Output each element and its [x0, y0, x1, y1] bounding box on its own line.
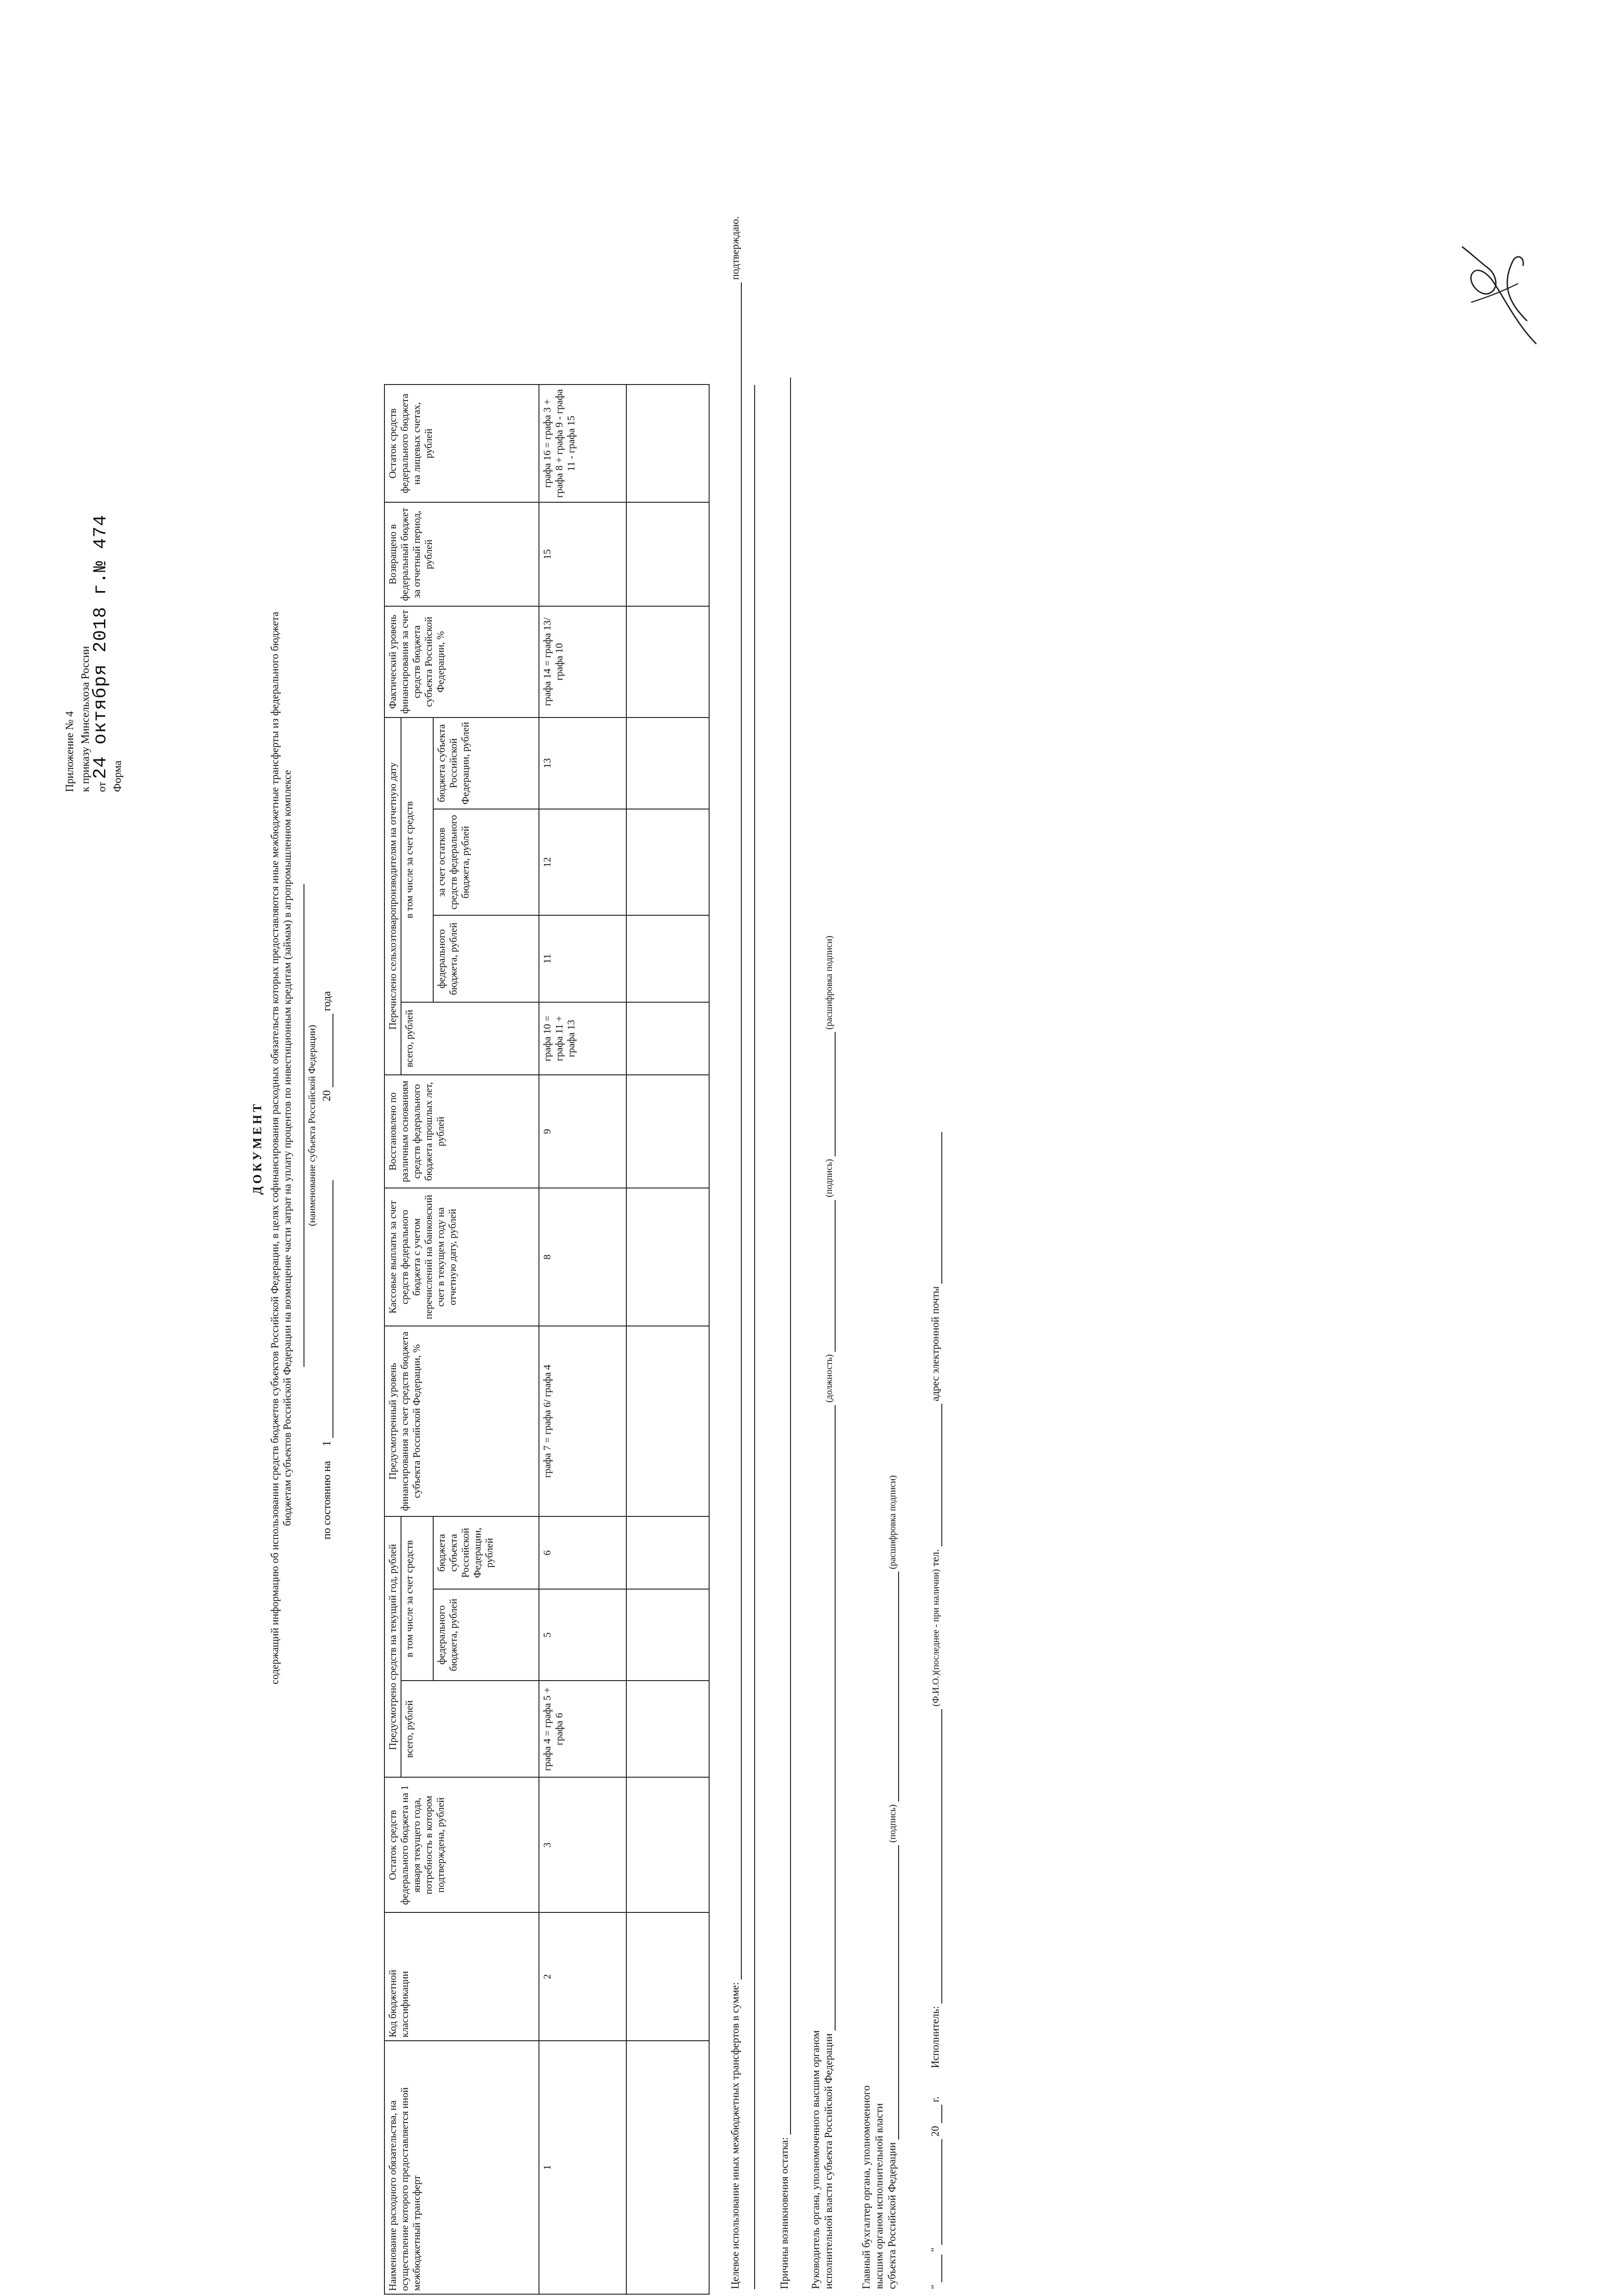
date-executor-row — [929, 1132, 942, 2289]
header-col14: Фактический уровень финансирования за счет средств бюджета субъекта Российской Федерации, % — [384, 606, 539, 718]
accountant-decode-blank — [887, 1572, 899, 1802]
header-col6: бюджета субъекта Российской Федерации, рублей — [433, 1516, 539, 1589]
data-row-empty — [626, 385, 709, 2294]
num-cell: графа 14 = графа 13/ графа 10 — [539, 606, 626, 718]
document-title: ДОКУМЕНТ — [251, 1101, 264, 1195]
target-use-row — [729, 216, 742, 2289]
num-cell: 9 — [539, 1075, 626, 1188]
tel-label: тел. — [929, 1549, 941, 1567]
num-cell: графа 7 = графа 6/ графа 4 — [539, 1326, 626, 1517]
form-label: Форма — [112, 760, 124, 792]
as-of-month-blank — [321, 1180, 333, 1438]
subject-name-caption: (наименование субъекта Российской Федерации) — [306, 1025, 317, 1226]
reasons-row — [778, 378, 791, 2289]
head-decode-blank — [824, 1032, 836, 1156]
header-col13: бюджета субъекта Российской Федерации, рублей — [433, 718, 539, 809]
as-of-row — [321, 991, 333, 1539]
executor-label: Исполнитель: — [929, 2006, 941, 2068]
header-col8: Кассовые выплаты за счет средств федерального бюджета с учетом перечислений на банковский счет в текущем году на отчетную дату, рублей — [384, 1188, 539, 1326]
date-day-blank — [930, 2255, 942, 2282]
empty-cell — [626, 1326, 709, 1517]
header-including-2: в том числе за счет средств — [401, 718, 433, 1003]
confirm-label: подтверждаю. — [729, 216, 741, 280]
appendix-from-label: от — [96, 781, 108, 792]
empty-cell — [626, 385, 709, 502]
accountant-decode-caption: (расшифровка подписи) — [888, 1475, 898, 1569]
appendix-number: Приложение № 4 — [64, 711, 76, 792]
num-cell: 8 — [539, 1188, 626, 1326]
date-year-blank — [930, 2105, 942, 2123]
as-of-day: 1 — [321, 1441, 333, 1446]
head-label-line2 — [822, 936, 836, 2289]
header-col7: Предусмотренный уровень финансирования за счет средств бюджета субъекта Российской Федерации, % — [384, 1326, 539, 1517]
accountant-label-line2: высшим органом исполнительной власти — [873, 2103, 885, 2289]
head-label-line1: Руководитель органа, уполномоченного высшим органом — [810, 2030, 821, 2289]
num-cell: графа 4 = графа 5 + графа 6 — [539, 1681, 626, 1777]
header-col3: Остаток средств федерального бюджета на 1 января текущего года, потребность в котором подтверждена, рублей — [384, 1777, 539, 1912]
handwritten-signature — [1444, 238, 1550, 353]
header-col2: Код бюджетной классификации — [384, 1912, 539, 2040]
empty-cell — [626, 1002, 709, 1075]
empty-cell — [626, 1188, 709, 1326]
empty-cell — [626, 502, 709, 606]
appendix-order: к приказу Минсельхоза России — [80, 646, 92, 792]
empty-cell — [626, 1777, 709, 1912]
header-col11: федерального бюджета, рублей — [433, 915, 539, 1002]
num-cell: графа 16 = графа 3 + графа 8 + графа 9 - графа 11 - графа 15 — [539, 385, 626, 502]
date-year-prefix: 20 — [929, 2126, 941, 2137]
num-cell: 3 — [539, 1777, 626, 1912]
header-col15: Возвращено в федеральный бюджет за отчетный период, рублей — [384, 502, 539, 606]
reasons-label: Причины возникновения остатка: — [779, 2137, 790, 2289]
head-signature-blank — [824, 1200, 836, 1352]
num-cell: 6 — [539, 1516, 626, 1589]
date-quote-close: " — [929, 2247, 941, 2252]
accountant-signature-block — [860, 1475, 899, 2289]
empty-cell — [626, 606, 709, 718]
email-blank — [930, 1132, 942, 1284]
tel-blank — [930, 1404, 942, 1546]
date-year-suffix: г. — [929, 2096, 941, 2102]
header-including: в том числе за счет средств — [401, 1516, 433, 1681]
empty-cell — [626, 1681, 709, 1777]
num-cell: 1 — [539, 2041, 626, 2294]
executor-blank — [930, 1709, 942, 2003]
header-col4-total: всего, рублей — [401, 1681, 539, 1777]
date-month-blank — [930, 2139, 942, 2245]
target-use-second-line — [754, 385, 755, 2289]
header-col1: Наименование расходного обязательства, на осуществление которого предоставляется иной межбюджетный трансферт — [384, 2041, 539, 2294]
num-cell: 15 — [539, 502, 626, 606]
as-of-year-blank — [321, 1014, 333, 1087]
empty-cell — [626, 809, 709, 915]
accountant-label-line1: Главный бухгалтер органа, уполномоченного — [860, 2085, 872, 2289]
email-label: адрес электронной почты — [929, 1286, 941, 1401]
empty-cell — [626, 718, 709, 809]
head-position-blank — [824, 1405, 836, 2031]
num-cell: 2 — [539, 1912, 626, 2040]
appendix-block — [62, 515, 126, 792]
num-cell: 5 — [539, 1589, 626, 1681]
transfers-table — [384, 384, 710, 2295]
empty-cell — [626, 1516, 709, 1589]
header-transferred-group: Перечислено сельхозтоваропроизводителям на отчетную дату — [384, 718, 401, 1075]
executor-fio-caption: (Ф.И.О.)(последнее - при наличии) — [931, 1569, 941, 1707]
target-use-blank — [730, 282, 742, 1980]
head-label-line2-text: исполнительной власти субъекта Российской Федерации — [823, 2033, 834, 2289]
as-of-year-suffix: года — [321, 991, 333, 1011]
header-col16: Остаток средств федерального бюджета на лицевых счетах, рублей — [384, 385, 539, 502]
header-col5: федерального бюджета, рублей — [433, 1589, 539, 1681]
document-subtitle-line1: содержащий информацию об использовании средств бюджетов субъектов Российской Федерации, в целях софинансирования расходных обязательств которых предоставляются иные межбюджетные трансферты из федерального бюджета — [269, 612, 281, 1684]
empty-cell — [626, 1912, 709, 2040]
header-col10-total: всего, рублей — [401, 1002, 539, 1075]
header-row-1 — [384, 385, 401, 2294]
num-cell: 13 — [539, 718, 626, 809]
appendix-date-number: 24 октября 2018 г.№ 474 — [91, 514, 111, 779]
head-position-caption: (должность) — [824, 1354, 834, 1403]
head-signature-block — [809, 936, 836, 2289]
as-of-year-prefix: 20 — [321, 1090, 333, 1102]
empty-cell — [626, 915, 709, 1002]
accountant-label-line3-text: субъекта Российской Федерации — [886, 2142, 898, 2289]
target-use-label: Целевое использование иных межбюджетных трансфертов в сумме: — [729, 1982, 741, 2289]
accountant-label-line3 — [886, 1475, 899, 2289]
head-signature-caption: (подпись) — [824, 1159, 834, 1198]
accountant-signature-blank — [887, 1845, 899, 2140]
num-cell: 11 — [539, 915, 626, 1002]
header-col12: за счет остатков средств федерального бюджета, рублей — [433, 809, 539, 915]
date-quote-open: " — [929, 2285, 941, 2289]
num-cell: 12 — [539, 809, 626, 915]
as-of-label: по состоянию на — [321, 1461, 333, 1539]
header-planned-group: Предусмотрено средств на текущий год, рублей — [384, 1516, 401, 1777]
header-col9: Восстановлено по различным основаниям средств федерального бюджета прошлых лет, рублей — [384, 1075, 539, 1188]
document-subtitle-line2: бюджетам субъектов Российской Федерации на возмещение части затрат на уплату процентов по инвестиционным кредитам (займам) в агропромышленном комплексе — [281, 770, 293, 1526]
reasons-blank — [779, 378, 791, 2135]
head-decode-caption: (расшифровка подписи) — [824, 936, 834, 1030]
empty-cell — [626, 2041, 709, 2294]
empty-cell — [626, 1075, 709, 1188]
empty-cell — [626, 1589, 709, 1681]
accountant-signature-caption: (подпись) — [888, 1804, 898, 1843]
num-cell: графа 10 = графа 11 + графа 13 — [539, 1002, 626, 1075]
numbering-row — [539, 385, 626, 2294]
appendix-date-row — [93, 515, 110, 792]
